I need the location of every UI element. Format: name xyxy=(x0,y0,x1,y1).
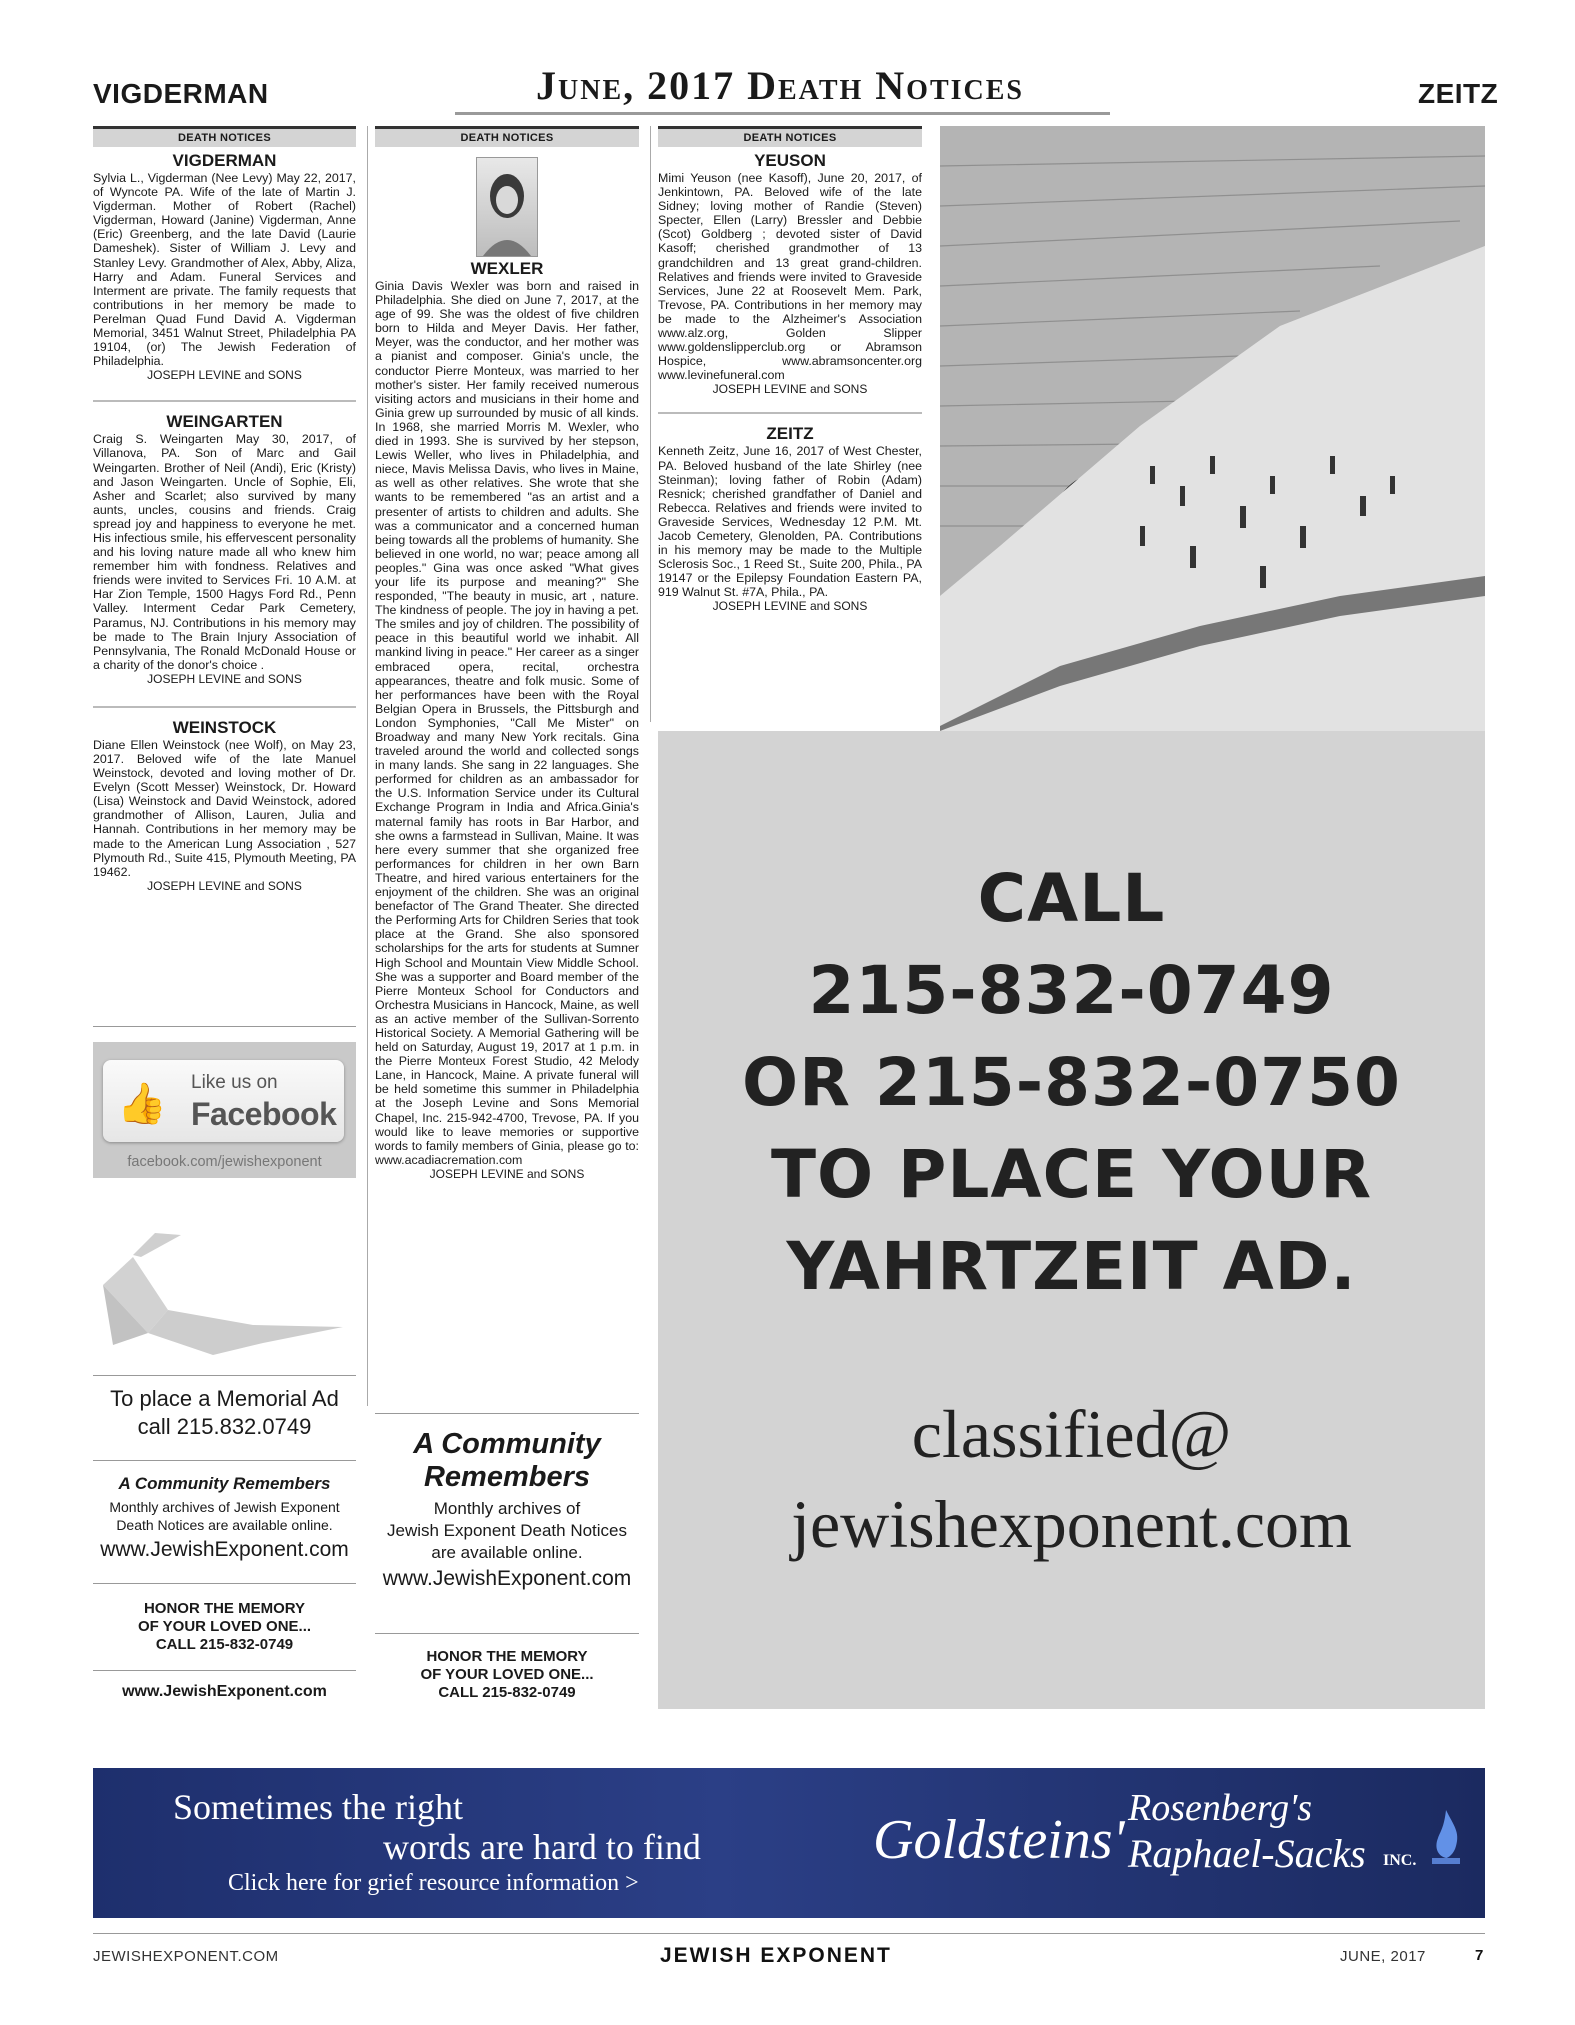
community-title: A Community xyxy=(413,1428,601,1460)
banner-link[interactable]: Click here for grief resource information > xyxy=(228,1870,639,1896)
like-label: Like us on xyxy=(191,1072,278,1093)
ad-phone-2: OR 215-832-0750 xyxy=(742,1044,1401,1121)
divider xyxy=(375,1413,639,1414)
notice-name: WEINSTOCK xyxy=(172,717,277,737)
banner-logo-rosenbergs: Rosenberg's xyxy=(1128,1787,1313,1829)
notice-name: YEUSON xyxy=(754,151,826,170)
notice-separator xyxy=(658,412,922,414)
header-right-name: ZEITZ xyxy=(1418,78,1499,109)
divider xyxy=(375,1633,639,1634)
community-title: Remembers xyxy=(423,1461,591,1493)
column-head: DEATH NOTICES xyxy=(93,126,356,147)
column-head: DEATH NOTICES xyxy=(658,126,922,147)
notice-signature: JOSEPH LEVINE and SONS xyxy=(147,368,302,383)
honor-memory-left xyxy=(93,1600,356,1654)
memorial-ad-promo xyxy=(93,1385,356,1441)
honor-line: OF YOUR LOVED ONE... xyxy=(137,1618,312,1635)
divider xyxy=(93,1583,356,1584)
facebook-like-button[interactable] xyxy=(103,1060,344,1142)
flame-icon xyxy=(1428,1808,1464,1873)
notice-body: Diane Ellen Weinstock (nee Wolf), on May 23, 2017. Beloved wife of the late Manuel Weinstock, devoted and loving mother of Dr. Evelyn (Scott Messer) Weinstock, Dr. Howard (Lisa) Weinstock and David Weinstock, adored grandmother of Allison, Lauren, Julia and Hannah. Contributions in her memory may be made to the American Lung Association , 527 Plymouth Rd., Suite 415, Plymouth Meeting, PA 19462. xyxy=(93,737,356,879)
banner-logo-inc: INC. xyxy=(1383,1852,1417,1869)
footer-date: JUNE, 2017 xyxy=(1340,1948,1426,1965)
community-line: are available online. xyxy=(431,1543,583,1562)
ad-call-line: CALL xyxy=(977,860,1166,937)
community-line: Jewish Exponent Death Notices xyxy=(386,1521,628,1540)
wexler-portrait xyxy=(476,157,538,257)
notice-signature: JOSEPH LEVINE and SONS xyxy=(147,671,302,686)
banner-logo-raphael-sacks: Raphael-Sacks xyxy=(1128,1831,1366,1876)
community-line: Monthly archives of Jewish Exponent xyxy=(109,1499,340,1515)
ad-email-line2: jewishexponent.com xyxy=(791,1486,1352,1562)
notice-separator xyxy=(93,706,356,708)
western-wall-photo xyxy=(940,126,1485,731)
banner-logo-goldsteins: Goldsteins' xyxy=(873,1809,1125,1871)
ad-place-line: TO PLACE YOUR xyxy=(770,1136,1373,1213)
star-of-david-icon xyxy=(93,1215,356,1360)
column-rule xyxy=(367,126,368,1406)
column-3 xyxy=(658,126,922,613)
divider xyxy=(93,1026,356,1027)
footer-page-number: 7 xyxy=(1475,1947,1484,1964)
honor-line: CALL 215-832-0749 xyxy=(155,1636,294,1653)
memorial-ad-line1: To place a Memorial Ad xyxy=(110,1386,339,1411)
banner-line2: words are hard to find xyxy=(383,1827,701,1867)
notice-name: WEINGARTEN xyxy=(166,412,283,432)
grief-resource-banner[interactable] xyxy=(93,1768,1485,1918)
honor-line: OF YOUR LOVED ONE... xyxy=(420,1666,594,1683)
footer-website[interactable]: JEWISHEXPONENT.COM xyxy=(93,1948,279,1965)
ad-email-line1: classified@ xyxy=(911,1396,1232,1472)
notice-body: Craig S. Weingarten May 30, 2017, of Villanova, PA. Son of Marc and Gail Weingarten. Brother of Neil (Andi), Eric (Kristy) and Jason Weingarten. Uncle of Sophie, Eli, Asher and Scarlet; also survived by many aunts, uncles, cousins and friends. Craig spread joy and happiness to everyone he met. His infectious smile, his effervescent personality and his loving nature made all who knew him remember him with fondness. Relatives and friends were invited to Services Fri. 10 A.M. at Har Zion Temple, 1500 Hagys Ford Rd., Penn Valley. Interment Cedar Park Cemetery, Paramus, NJ. Contributions in his memory may be made to The Brain Injury Association of Pennsylvania, The Ronald McDonald House or a charity of the donor's choice . xyxy=(93,432,356,672)
community-url-link[interactable]: www.JewishExponent.com xyxy=(100,1538,349,1561)
ad-yahrtzeit-line: YAHRTZEIT AD. xyxy=(786,1228,1357,1305)
notice-body: Ginia Davis Wexler was born and raised in Philadelphia. She died on June 7, 2017, at the age of 99. She was the oldest of five children born to Hilda and Meyer Davis. Her father, Meyer, was the conductor, and her mother was a pianist and composer. Ginia's uncle, the conductor Pierre Monteux, was married to her mother's sister. Her family received numerous visiting actors and musicians in their home and Ginia grew up surrounded by music of all kinds. In 1968, she married Morris M. Wexler, who died in 1993. She is survived by her stepson, Lewis Weller, who lives in Philadelphia, and niece, Mavis Melissa Davis, who lives in Maine, as well as other relatives. She wrote that she wants to be remembered "as an artist and a presenter of artists to children and adults. She was a communicator and a concerned human being towards all the problems of humanity. She believed in one world, no war; peace among all peoples." Gina was once asked "What gives your life its purpose and meaning?" She responded, "The beauty in music, art , nature. The kindness of people. The joy in having a pet. The smiles and joy of children. The possibility of peace in this beautiful world we inhabit. All mankind living in peace." Her career as a singer embraced opera, recital, orchestra appearances, theatre and folk music. Some of her performances have been with the Royal Belgian Opera in Brussels, the Pittsburgh and London Symphonies, "Call Me Mister" on Broadway and many New York recitals. Gina traveled around the world and collected songs in many lands. She sang in 22 languages. She performed for children as an ambassador for the U.S. Information Service under its Cultural Exchange Program in India and Africa.Ginia's maternal family has roots in Bar Harbor, and she owns a farmstead in Sullivan, Maine. It was here every summer that she organized free performances for children in her own Barn Theatre, and hired various entertainers for the enjoyment of the children. She was an original benefactor of The Grand Theater. She directed the Performing Arts for Children Series that took place at the Grand. She also sponsored scholarships for the arts for students at Sumner High School and Mountain View Middle School. She was a supporter and Board member of the Pierre Monteux School for Conductors and Orchestra Musicians in Hancock, Maine, as well as an active member of the Sullivan-Sorrento Historical Society. A Memorial Gathering will be held on Saturday, August 19, 2017 at 1 p.m. in the Pierre Monteux Forest Studio, 42 Melody Lane, in Hancock, Maine. A private funeral will be held sometime this summer in Philadelphia at the Joseph Levine and Sons Memorial Chapel, Inc. 215-942-4700, Trevose, PA. If you would like to leave memories or supportive words to family members of Ginia, please go to: www.acadiacremation.com xyxy=(375,279,639,1167)
page-title: June, 2017 Death Notices xyxy=(536,63,1024,108)
community-line: Death Notices are available online. xyxy=(116,1517,333,1533)
facebook-promo[interactable] xyxy=(93,1042,356,1178)
facebook-url[interactable]: facebook.com/jewishexponent xyxy=(127,1154,322,1170)
honor-memory-mid xyxy=(375,1648,639,1702)
notice-name: WEXLER xyxy=(470,259,544,278)
community-title: A Community Remembers xyxy=(118,1474,331,1493)
honor-line: HONOR THE MEMORY xyxy=(426,1648,588,1665)
notice-body: Mimi Yeuson (nee Kasoff), June 20, 2017, of Jenkintown, PA. Beloved wife of the late Sidney; loving mother of Randie (Steven) Specter, Ellen (Larry) Bressler and Debbie (Scot) Goldberg ; devoted sister of David Kasoff; cherished grandmother of 13 grandchildren and 13 great grand-children. Relatives and friends were invited to Graveside Services, June 22 at Roosevelt Mem. Park, Trevose, PA. Contributions in her memory may be made to the Alzheimer's Association www.alz.org, Golden Slipper www.goldenslipperclub.org or Abramson Hospice, www.abramsoncenter.org www.levinefuneral.com xyxy=(658,171,922,383)
honor-line: HONOR THE MEMORY xyxy=(143,1600,306,1617)
column-1 xyxy=(93,126,356,893)
notice-signature: JOSEPH LEVINE and SONS xyxy=(712,382,868,397)
notice-signature: JOSEPH LEVINE and SONS xyxy=(429,1166,585,1181)
notice-body: Sylvia L., Vigderman (Nee Levy) May 22, 2017, of Wyncote PA. Wife of the late of Martin J. Vigderman. Mother of Robert (Rachel) Vigderman, Howard (Janine) Vigderman, Anne (Eric) Greenberg, and the late David (Laurie Dameshek). Sister of William J. Levy and Stanley Levy. Grandmother of Alex, Abby, Aliza, Harry and Adam. Funeral Services and Interment are private. The family requests that contributions in her memory be made to Perelman Quad Fund David A. Vigderman Memorial, 3451 Walnut Street, Philadelphia PA 19104, (or) The Jewish Federation of Philadelphia. xyxy=(93,171,356,369)
divider xyxy=(93,1375,356,1376)
notice-signature: JOSEPH LEVINE and SONS xyxy=(712,599,868,614)
column-2 xyxy=(375,126,639,1181)
thumbs-up-icon: 👍 xyxy=(117,1082,167,1126)
honor-line: CALL 215-832-0749 xyxy=(438,1684,576,1701)
header-left-name: VIGDERMAN xyxy=(93,78,269,109)
banner-line1: Sometimes the right xyxy=(173,1787,463,1827)
community-remembers-left xyxy=(93,1473,356,1564)
notice-name: ZEITZ xyxy=(766,424,814,444)
jewish-exponent-link[interactable]: www.JewishExponent.com xyxy=(122,1683,327,1700)
notice-separator xyxy=(93,400,356,402)
column-head: DEATH NOTICES xyxy=(375,126,639,147)
notice-body: Kenneth Zeitz, June 16, 2017 of West Chester, PA. Beloved husband of the late Shirley (nee Steinman); loving father of Robin (Adam) Resnick; cherished grandfather of Daniel and Rebecca. Relatives and friends were invited to Graveside Services, Wednesday 12 P.M. Mt. Jacob Cemetery, Glenolden, PA. Contributions in his memory may be made to the Multiple Sclerosis Soc., 1 Reed St., Suite 200, Phila., PA 19147 or the Epilepsy Foundation Eastern PA, 919 Walnut St. #7A, Phila., PA. xyxy=(658,444,922,600)
community-line: Monthly archives of xyxy=(433,1499,581,1518)
column-rule xyxy=(650,126,651,722)
divider xyxy=(93,1670,356,1671)
notice-name: VIGDERMAN xyxy=(172,151,277,170)
footer-rule xyxy=(93,1933,1485,1934)
title-underline xyxy=(455,112,1110,115)
ad-phone-1: 215-832-0749 xyxy=(808,952,1335,1029)
notice-signature: JOSEPH LEVINE and SONS xyxy=(147,878,302,893)
community-url-link[interactable]: www.JewishExponent.com xyxy=(382,1567,632,1590)
divider xyxy=(93,1460,356,1461)
facebook-brand: Facebook xyxy=(191,1096,337,1132)
yahrtzeit-ad[interactable] xyxy=(658,731,1485,1709)
footer-publication: JEWISH EXPONENT xyxy=(660,1944,892,1967)
community-remembers-mid xyxy=(375,1428,639,1594)
memorial-ad-line2: call 215.832.0749 xyxy=(137,1414,312,1439)
